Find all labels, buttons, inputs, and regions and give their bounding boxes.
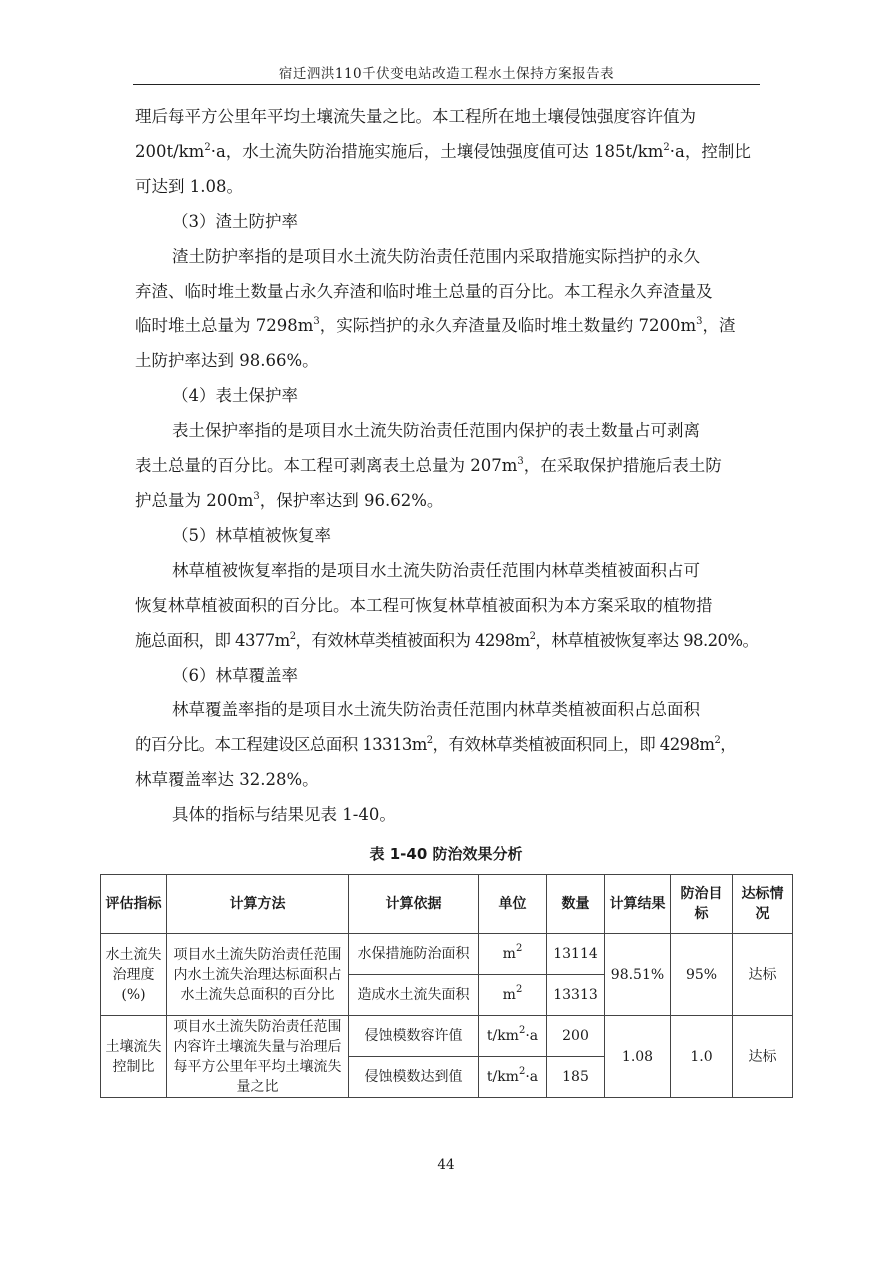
text-run: 临时堆土总量为 7298m [135, 316, 314, 336]
column-header: 计算结果 [605, 875, 671, 934]
quantity-cell: 200 [547, 1016, 605, 1057]
table-caption: 表 1-40 防治效果分析 [369, 845, 523, 863]
target-cell: 1.0 [671, 1016, 733, 1098]
unit-cell [479, 1016, 547, 1057]
text-line: 表土保护率指的是项目水土流失防治责任范围内保护的表土数量占可剥离 [172, 421, 700, 441]
quantity-cell: 185 [547, 1057, 605, 1098]
result-cell: 98.51% [605, 934, 671, 1016]
text-run: ，实际挡护的永久弃渣量及临时堆土数量约 7200m [319, 316, 697, 336]
unit-text: t/km [486, 1069, 519, 1085]
status-cell: 达标 [733, 934, 793, 1016]
page-header: 宿迁泗洪110千伏变电站改造工程水土保持方案报告表 [278, 66, 615, 82]
method-cell: 项目水土流失防治责任范围内容许土壤流失量与治理后每平方公里年平均土壤流失量之比 [167, 1016, 349, 1098]
text-run: ，有效林草类植被面积同上，即 4298m [432, 735, 715, 755]
basis-cell: 水保措施防治面积 [349, 934, 479, 975]
section-heading-5: （5）林草植被恢复率 [172, 525, 331, 545]
unit-cell [479, 975, 547, 1016]
column-header: 达标情况 [733, 875, 793, 934]
paragraph-topsoil-protection-cont [135, 449, 765, 519]
unit-text: ·a [525, 1069, 539, 1085]
text-line [135, 631, 758, 650]
unit-text: t/km [486, 1028, 519, 1044]
unit-text: m [502, 946, 516, 962]
text-run: 的百分比。本工程建设区总面积 13313m [135, 735, 427, 755]
text-run: 护总量为 200m [135, 490, 254, 510]
superscript: 3 [517, 456, 524, 468]
table-reference: 具体的指标与结果见表 1-40。 [172, 805, 396, 825]
section-heading-4: （4）表土保护率 [172, 386, 298, 406]
text-line: 林草植被恢复率指的是项目水土流失防治责任范围内林草类植被面积占可 [172, 560, 700, 580]
text-line: 渣土防护率指的是项目水土流失防治责任范围内采取措施实际挡护的永久 [172, 246, 700, 266]
text-run: ，保护率达到 96.62%。 [259, 490, 444, 510]
superscript: 2 [518, 1066, 526, 1077]
results-table [100, 874, 793, 1098]
quantity-cell: 13114 [547, 934, 605, 975]
basis-cell: 造成水土流失面积 [349, 975, 479, 1016]
column-header: 防治目标 [671, 875, 733, 934]
superscript: 2 [426, 735, 433, 747]
header-divider [133, 84, 760, 85]
unit-cell [479, 934, 547, 975]
paragraph-topsoil-protection [135, 414, 765, 449]
column-header: 单位 [479, 875, 547, 934]
column-header: 计算方法 [167, 875, 349, 934]
target-cell: 95% [671, 934, 733, 1016]
text-line: 理后每平方公里年平均土壤流失量之比。本工程所在地土壤侵蚀强度容许值为 [135, 107, 696, 126]
superscript: 3 [313, 316, 320, 328]
text-run: ， [720, 735, 737, 755]
paragraph-spoil-protection-cont [135, 275, 765, 380]
text-line: 可达到 1.08。 [135, 176, 243, 196]
text-run: 表土总量的百分比。本工程可剥离表土总量为 207m [135, 456, 518, 476]
unit-text: m [502, 987, 516, 1003]
column-header: 计算依据 [349, 875, 479, 934]
text-line: 土防护率达到 98.66%。 [135, 351, 319, 371]
page-number: 44 [437, 1157, 455, 1173]
text-line: 弃渣、临时堆土数量占永久弃渣和临时堆土总量的百分比。本工程永久弃渣量及 [135, 281, 713, 301]
text-run: ·a，控制比 [669, 141, 751, 161]
superscript: 3 [696, 316, 703, 328]
superscript: 2 [515, 943, 523, 954]
paragraph-spoil-protection [135, 240, 765, 275]
superscript: 2 [518, 1025, 526, 1036]
text-run: ，林草植被恢复率达 98.20%。 [535, 630, 759, 650]
paragraph-soil-loss-control [135, 100, 765, 205]
column-header: 数量 [547, 875, 605, 934]
superscript: 2 [714, 735, 721, 747]
unit-cell [479, 1057, 547, 1098]
text-line: 恢复林草植被面积的百分比。本工程可恢复林草植被面积为本方案采取的植物措 [135, 595, 713, 615]
indicator-cell: 土壤流失控制比 [101, 1016, 167, 1098]
table-row [101, 934, 793, 975]
paragraph-vegetation-coverage [135, 693, 765, 728]
superscript: 2 [663, 141, 670, 153]
quantity-cell: 13313 [547, 975, 605, 1016]
superscript: 2 [204, 141, 211, 153]
superscript: 3 [253, 490, 260, 502]
text-line [135, 735, 736, 754]
basis-cell: 侵蚀模数容许值 [349, 1016, 479, 1057]
section-heading-6: （6）林草覆盖率 [172, 665, 298, 685]
unit-text: ·a [525, 1028, 539, 1044]
text-run: ，有效林草类植被面积为 4298m [295, 630, 530, 650]
text-line: 林草覆盖率指的是项目水土流失防治责任范围内林草类植被面积占总面积 [172, 700, 700, 720]
text-run: 施总面积，即 4377m [135, 630, 290, 650]
paragraph-vegetation-restoration [135, 554, 765, 589]
text-line: 林草覆盖率达 32.28%。 [135, 770, 319, 790]
text-run: ，在采取保护措施后表土防 [523, 456, 722, 476]
superscript: 2 [515, 984, 523, 995]
indicator-cell: 水土流失治理度(%) [101, 934, 167, 1016]
method-cell: 项目水土流失防治责任范围内水土流失治理达标面积占水土流失总面积的百分比 [167, 934, 349, 1016]
basis-cell: 侵蚀模数达到值 [349, 1057, 479, 1098]
result-cell: 1.08 [605, 1016, 671, 1098]
document-body [135, 100, 765, 833]
table-header-row [101, 875, 793, 934]
section-heading-3: （3）渣土防护率 [172, 211, 298, 231]
status-cell: 达标 [733, 1016, 793, 1098]
column-header: 评估指标 [101, 875, 167, 934]
table-row [101, 1016, 793, 1057]
superscript: 2 [289, 630, 296, 642]
paragraph-vegetation-restoration-cont [135, 589, 765, 659]
superscript: 2 [529, 630, 536, 642]
paragraph-vegetation-coverage-cont [135, 728, 765, 798]
text-run: ，渣 [702, 316, 736, 336]
text-run: ·a，水土流失防治措施实施后，土壤侵蚀强度值可达 185t/km [210, 141, 664, 161]
text-run: 200t/km [135, 141, 205, 161]
